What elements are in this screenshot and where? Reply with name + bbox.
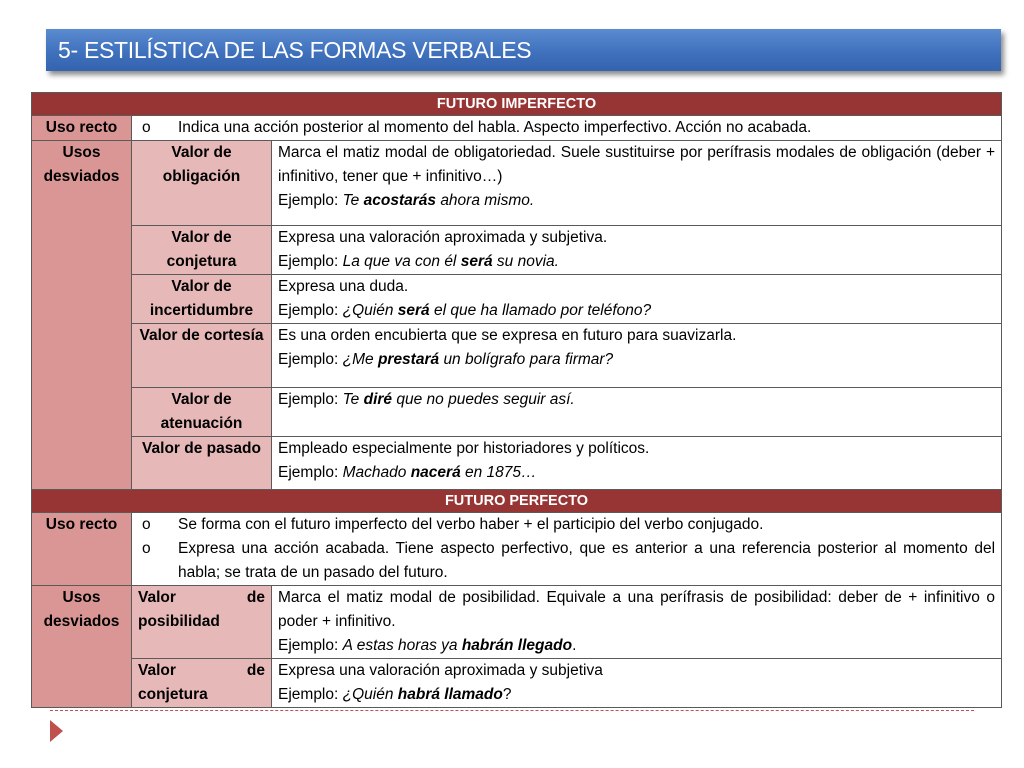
bullet-list (138, 116, 995, 140)
description-text: Expresa una valoración aproximada y subjetiva. (278, 229, 608, 246)
example-line (278, 683, 995, 707)
usos-desviados-row (32, 141, 1002, 226)
valor-cortesia-desc (272, 324, 1002, 388)
valor-obligacion-label: Valor de obligación (132, 141, 272, 226)
example-pre: La que va con él (342, 253, 457, 270)
arrow-icon (50, 720, 63, 742)
example-pre: Te (342, 192, 360, 209)
valor-pasado-row (32, 437, 1002, 490)
example-line (278, 250, 995, 274)
example-post: que no puedes seguir así. (396, 391, 575, 408)
valor-conjetura-label: Valor de conjetura (132, 226, 272, 275)
example-label: Ejemplo: (278, 192, 339, 209)
example-line (278, 348, 995, 372)
usos-desviados-row (32, 586, 1002, 659)
section-header-label: FUTURO IMPERFECTO (32, 93, 1002, 116)
example-verb: nacerá (410, 464, 461, 481)
example-text (343, 686, 512, 703)
example-post: ? (502, 686, 512, 703)
valor-conjetura-desc (272, 659, 1002, 708)
description-text: Marca el matiz modal de obligatoriedad. Suele sustituirse por perífrasis modales de obligación (deber + infinitivo, tener que + infinitivo…) (278, 144, 996, 185)
description-text: Es una orden encubierta que se expresa en futuro para suavizarla. (278, 327, 737, 344)
valor-incertidumbre-desc (272, 275, 1002, 324)
example-post: . (572, 637, 577, 654)
example-label: Ejemplo: (278, 637, 339, 654)
example-pre: A estas horas ya (342, 637, 458, 654)
example-post: un bolígrafo para firmar? (443, 351, 614, 368)
usos-desviados-label: Usos desviados (32, 586, 132, 708)
title-bar (46, 29, 1001, 71)
uso-recto-row (32, 116, 1002, 141)
uso-recto-row (32, 513, 1002, 586)
valor-atenuacion-desc (272, 388, 1002, 437)
example-verb: será (397, 302, 430, 319)
example-verb: será (460, 253, 493, 270)
valor-pasado-desc (272, 437, 1002, 490)
bullet-mark: o (142, 516, 151, 533)
section-header-futuro-imperfecto (32, 93, 1002, 116)
uso-recto-text-cell (132, 513, 1002, 586)
example-label: Ejemplo: (278, 302, 339, 319)
section-header-futuro-perfecto (32, 490, 1002, 513)
example-text (343, 192, 535, 209)
valor-incertidumbre-row (32, 275, 1002, 324)
example-verb: acostarás (363, 192, 436, 209)
example-label: Ejemplo: (278, 253, 339, 270)
valor-conjetura-label: Valor de conjetura (132, 659, 272, 708)
footer-divider (50, 710, 974, 711)
example-pre: Te (342, 391, 360, 408)
valor-cortesia-row (32, 324, 1002, 388)
valor-incertidumbre-label: Valor de incertidumbre (132, 275, 272, 324)
uso-recto-text-cell (132, 116, 1002, 141)
description-text: Empleado especialmente por historiadores y políticos. (278, 440, 650, 457)
example-label: Ejemplo: (278, 351, 339, 368)
example-post: el que ha llamado por teléfono? (434, 302, 652, 319)
example-verb: habrán llegado (461, 637, 573, 654)
valor-atenuacion-label: Valor de atenuación (132, 388, 272, 437)
example-text (343, 637, 577, 654)
usos-desviados-label: Usos desviados (32, 141, 132, 490)
example-pre: ¿Me (342, 351, 374, 368)
bullet-mark: o (142, 119, 151, 136)
valor-obligacion-desc (272, 141, 1002, 226)
valor-conjetura-row (32, 226, 1002, 275)
description-text: Marca el matiz modal de posibilidad. Equivale a una perífrasis de posibilidad: deber de + infinitivo o poder + infinitivo. (278, 589, 996, 630)
bullet-mark: o (142, 540, 151, 557)
uso-recto-label: Uso recto (32, 116, 132, 141)
example-line (278, 299, 995, 323)
example-text (343, 464, 537, 481)
example-label: Ejemplo: (278, 391, 339, 408)
valor-posibilidad-desc (272, 586, 1002, 659)
example-line (278, 189, 995, 213)
valor-cortesia-label: Valor de cortesía (132, 324, 272, 388)
valor-atenuacion-row (32, 388, 1002, 437)
example-text (343, 391, 575, 408)
example-verb: prestará (377, 351, 440, 368)
uso-recto-label: Uso recto (32, 513, 132, 586)
example-verb: habrá llamado (397, 686, 503, 703)
valor-posibilidad-label: Valor de posibilidad (132, 586, 272, 659)
example-pre: ¿Quién (342, 686, 394, 703)
example-pre: ¿Quién (342, 302, 394, 319)
grammar-table (31, 92, 1002, 708)
list-item (138, 513, 995, 537)
example-verb: diré (363, 391, 393, 408)
example-post: en 1875… (465, 464, 537, 481)
bullet-list (138, 513, 995, 585)
list-item-text: Expresa una acción acabada. Tiene aspecto perfectivo, que es anterior a una referencia posterior al momento del habla; se trata de un pasado del futuro. (178, 540, 996, 581)
page-title: 5- ESTILÍSTICA DE LAS FORMAS VERBALES (58, 37, 532, 63)
section-header-label: FUTURO PERFECTO (32, 490, 1002, 513)
example-text (343, 351, 614, 368)
example-pre: Machado (342, 464, 407, 481)
description-text: Expresa una valoración aproximada y subjetiva (278, 662, 603, 679)
example-post: su novia. (496, 253, 559, 270)
description-text: Expresa una duda. (278, 278, 409, 295)
list-item-text: Se forma con el futuro imperfecto del verbo haber + el participio del verbo conjugado. (178, 516, 764, 533)
list-item (138, 537, 995, 585)
valor-pasado-label: Valor de pasado (132, 437, 272, 490)
example-line (278, 634, 995, 658)
example-label: Ejemplo: (278, 464, 339, 481)
example-text (343, 253, 559, 270)
example-post: ahora mismo. (440, 192, 535, 209)
example-line (278, 461, 995, 485)
example-text (343, 302, 652, 319)
example-line (278, 388, 995, 412)
valor-conjetura-row (32, 659, 1002, 708)
list-item-text: Indica una acción posterior al momento del habla. Aspecto imperfectivo. Acción no acabada. (178, 119, 812, 136)
example-label: Ejemplo: (278, 686, 339, 703)
list-item (138, 116, 995, 140)
valor-conjetura-desc (272, 226, 1002, 275)
